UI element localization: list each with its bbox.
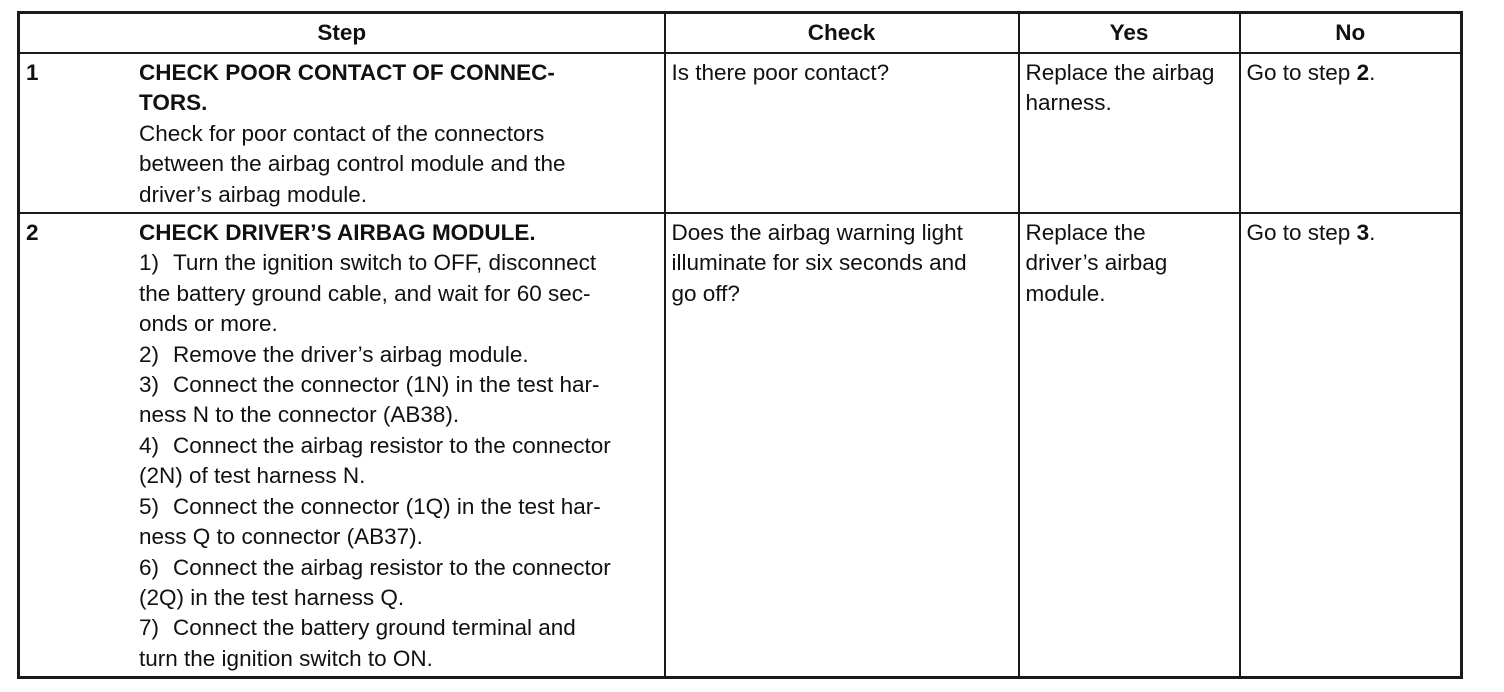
step-body-line: ness Q to connector (AB37). — [139, 524, 423, 550]
check-line: Does the airbag warning light — [671, 220, 963, 246]
table-row — [19, 213, 1462, 678]
check-cell — [665, 53, 1019, 213]
yes-line: driver’s airbag — [1025, 250, 1168, 276]
procedure-step-line — [139, 492, 660, 522]
procedure-step-text: Remove the driver’s airbag module. — [173, 341, 529, 367]
header-row — [19, 13, 1462, 54]
step-body-line: (2Q) in the test harness Q. — [139, 584, 405, 610]
procedure-step-line — [139, 613, 660, 643]
procedure-step-number: 6) — [139, 554, 160, 580]
no-cell — [1240, 213, 1462, 678]
step-title-line: CHECK DRIVER’S AIRBAG MODULE. — [139, 220, 536, 246]
yes-cell — [1019, 213, 1240, 678]
procedure-step-text: Turn the ignition switch to OFF, disconnect — [173, 250, 597, 276]
procedure-step-number: 2) — [139, 341, 160, 367]
step-number: 2 — [26, 220, 39, 246]
yes-line: Replace the — [1025, 220, 1146, 246]
step-content — [20, 214, 664, 676]
procedure-step-line — [139, 553, 660, 583]
table-row — [19, 53, 1462, 213]
step-body-line: (2N) of test harness N. — [139, 463, 366, 489]
step-content — [20, 54, 664, 212]
step-body-line: the battery ground cable, and wait for 60 sec- — [139, 280, 591, 306]
procedure-step-number: 1) — [139, 250, 160, 276]
check-line: illuminate for six seconds and — [671, 250, 967, 276]
procedure-step-line — [139, 248, 660, 278]
yes-cell — [1019, 53, 1240, 213]
step-number: 1 — [26, 60, 39, 85]
step-title-line: CHECK POOR CONTACT OF CONNEC- — [139, 60, 555, 85]
procedure-step-number: 7) — [139, 615, 160, 641]
procedure-step-text: Connect the airbag resistor to the connector — [173, 432, 611, 458]
check-cell — [665, 213, 1019, 678]
step-body-line: between the airbag control module and the — [139, 151, 566, 177]
header-yes: Yes — [1019, 13, 1240, 54]
no-action-suffix: . — [1369, 220, 1376, 246]
procedure-step-line — [139, 370, 660, 400]
no-action — [1247, 58, 1456, 88]
procedure-step-text: Connect the connector (1Q) in the test har- — [173, 493, 601, 519]
no-action — [1247, 218, 1456, 248]
check-line: Is there poor contact? — [671, 60, 890, 85]
no-cell — [1240, 53, 1462, 213]
procedure-step-line — [139, 340, 660, 370]
no-action-prefix: Go to step — [1246, 220, 1357, 246]
procedure-step-number: 5) — [139, 493, 160, 519]
procedure-step-line — [139, 431, 660, 461]
step-body-line: onds or more. — [139, 311, 278, 337]
procedure-step-text: Connect the airbag resistor to the connector — [173, 554, 611, 580]
step-body-line: turn the ignition switch to ON. — [139, 645, 433, 671]
procedure-step-number: 3) — [139, 372, 160, 398]
procedure-step-number: 4) — [139, 432, 160, 458]
diagnosis-table — [17, 11, 1463, 679]
step-body-line: driver’s airbag module. — [139, 181, 368, 207]
step-body — [139, 54, 664, 212]
yes-line: Replace the airbag — [1025, 60, 1215, 85]
yes-line: module. — [1025, 280, 1106, 306]
step-title-line: TORS. — [139, 90, 208, 116]
header-step: Step — [19, 13, 665, 54]
step-cell — [19, 53, 665, 213]
step-body-line: Check for poor contact of the connectors — [139, 120, 545, 146]
step-cell — [19, 213, 665, 678]
procedure-step-text: Connect the battery ground terminal and — [173, 615, 576, 641]
procedure-step-text: Connect the connector (1N) in the test har- — [173, 372, 600, 398]
no-action-step-number: 2 — [1356, 60, 1370, 85]
no-action-prefix: Go to step — [1246, 60, 1357, 85]
header-no: No — [1240, 13, 1462, 54]
header-check: Check — [665, 13, 1019, 54]
no-action-step-number: 3 — [1356, 220, 1370, 246]
step-body — [139, 214, 664, 676]
yes-line: harness. — [1025, 90, 1112, 116]
step-body-line: ness N to the connector (AB38). — [139, 402, 460, 428]
check-line: go off? — [671, 280, 740, 306]
no-action-suffix: . — [1369, 60, 1376, 85]
